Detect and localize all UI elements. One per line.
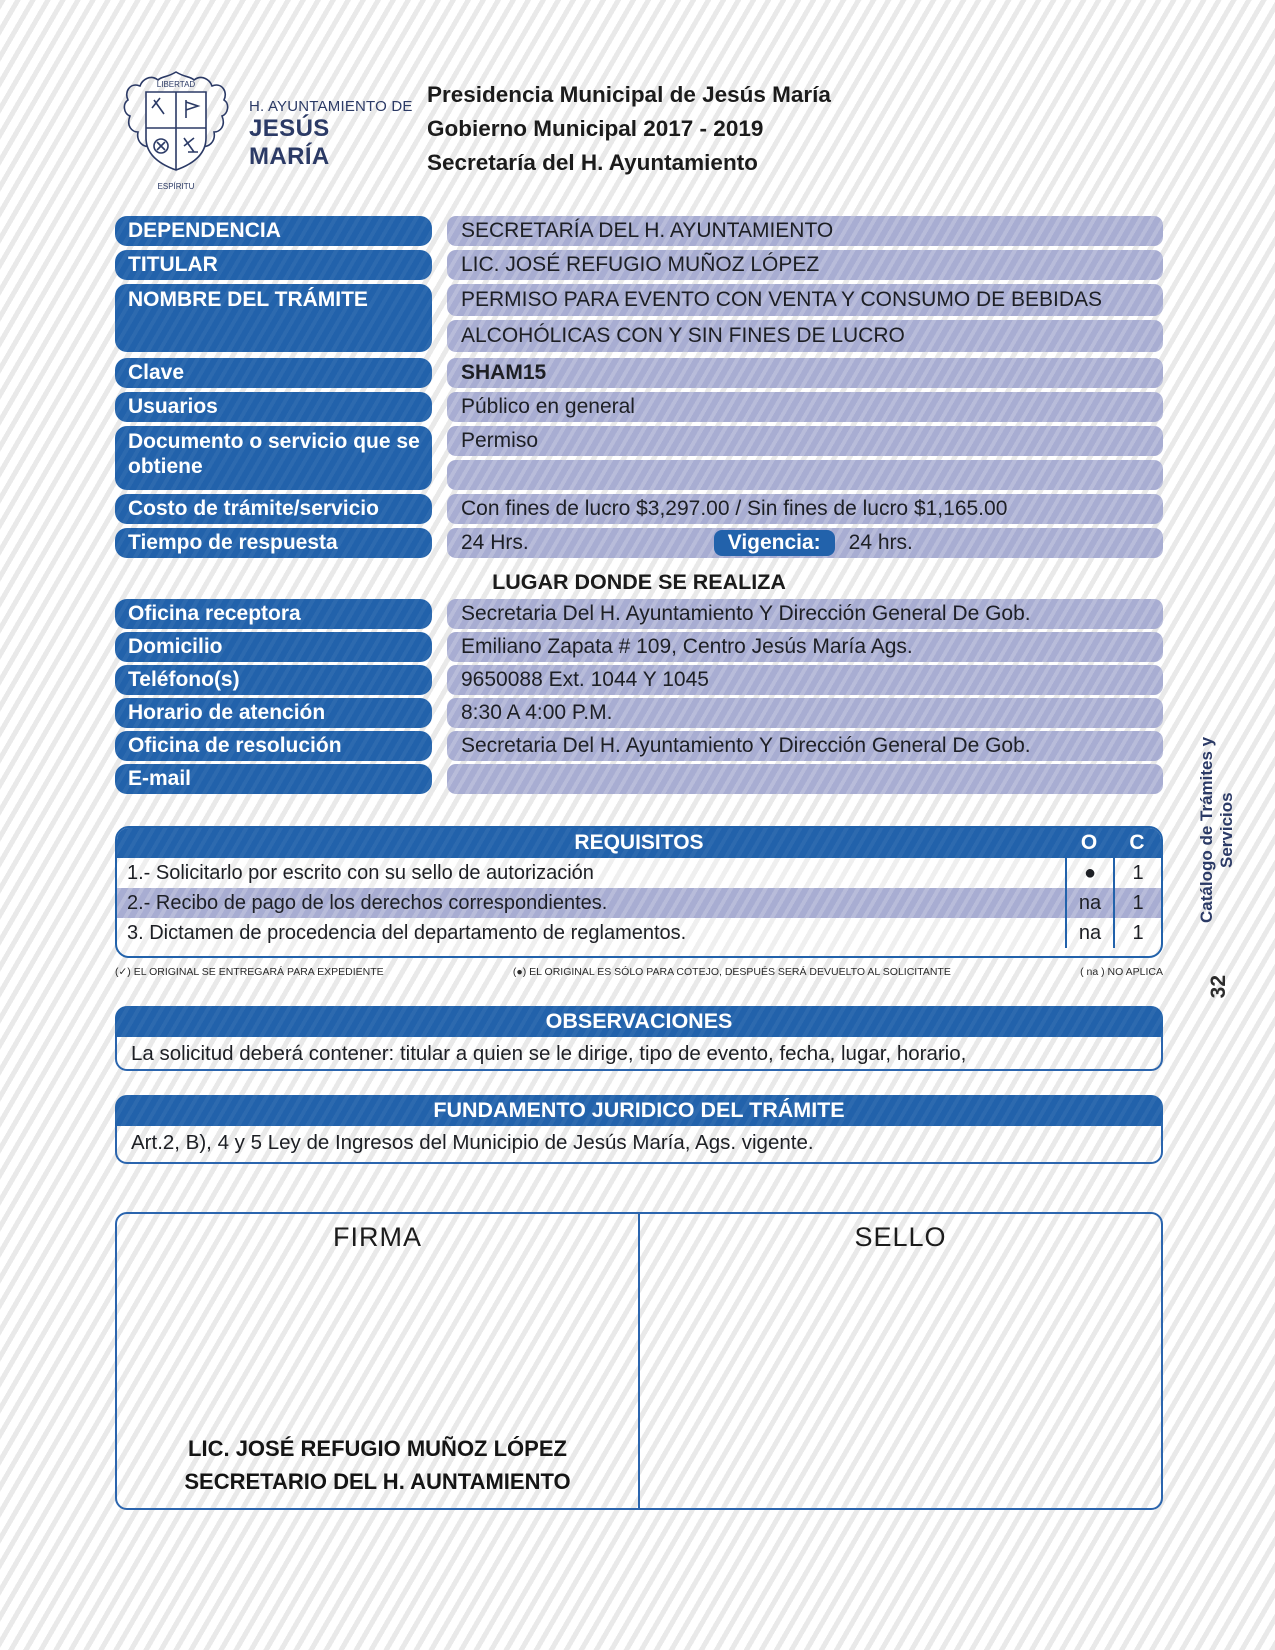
value-nombre-tramite-line2: ALCOHÓLICAS CON Y SIN FINES DE LUCRO: [447, 320, 1163, 352]
label-domicilio: Domicilio: [115, 632, 432, 662]
row-domicilio: [115, 632, 1163, 662]
logo-motto-bottom: ESPÍRITU: [157, 182, 195, 191]
catalog-side-label: Catálogo de Trámites y Servicios: [1197, 736, 1236, 924]
value-titular: LIC. JOSÉ REFUGIO MUÑOZ LÓPEZ: [447, 250, 1163, 280]
title-line-1: Presidencia Municipal de Jesús María: [427, 82, 831, 107]
title-line-3: Secretaría del H. Ayuntamiento: [427, 150, 758, 175]
title-line-2: Gobierno Municipal 2017 - 2019: [427, 116, 764, 141]
label-telefono: Teléfono(s): [115, 665, 432, 695]
requisitos-table: [115, 826, 1163, 958]
row-tiempo-respuesta: [115, 528, 1163, 558]
value-nombre-tramite-line1: PERMISO PARA EVENTO CON VENTA Y CONSUMO DE BEBIDAS: [447, 284, 1163, 316]
fundamento-text: Art.2, B), 4 y 5 Ley de Ingresos del Municipio de Jesús María, Ags. vigente.: [115, 1126, 1163, 1164]
legend-original-cotejo: (●) EL ORIGINAL ES SÓLO PARA COTEJO, DESPUÉS SERÁ DEVUELTO AL SOLICITANTE: [512, 966, 951, 978]
value-email: [447, 764, 1163, 794]
label-usuarios: Usuarios: [115, 392, 432, 422]
value-documento: Permiso: [447, 426, 1163, 456]
value-dependencia: SECRETARÍA DEL H. AYUNTAMIENTO: [447, 216, 1163, 246]
firma-cell: [117, 1214, 638, 1508]
row-costo: [115, 494, 1163, 524]
row-email: [115, 764, 1163, 794]
label-tiempo-respuesta: Tiempo de respuesta: [115, 528, 432, 558]
value-horario: 8:30 A 4:00 P.M.: [447, 698, 1163, 728]
label-clave: Clave: [115, 358, 432, 388]
label-costo: Costo de trámite/servicio: [115, 494, 432, 524]
value-telefono: 9650088 Ext. 1044 Y 1045: [447, 665, 1163, 695]
value-documento-empty: [447, 460, 1163, 490]
row-dependencia: [115, 216, 1163, 246]
requisitos-row-1: [117, 858, 1161, 888]
firma-sello-box: [115, 1212, 1163, 1510]
row-oficina-receptora: [115, 599, 1163, 629]
row-oficina-resolucion: [115, 731, 1163, 761]
location-section-title: LUGAR DONDE SE REALIZA: [492, 570, 786, 594]
requisito-c-count: 1: [1113, 888, 1161, 918]
signer-name: LIC. JOSÉ REFUGIO MUÑOZ LÓPEZ: [188, 1436, 567, 1461]
requisito-c-count: 1: [1113, 918, 1161, 948]
logo-line2: JESÚS MARÍA: [249, 114, 330, 170]
page-number: 32: [1207, 975, 1230, 999]
value-clave: SHAM15: [447, 358, 1163, 388]
observaciones-text: La solicitud deberá contener: titular a quien se le dirige, tipo de evento, fecha, lugar, horario,: [115, 1037, 1163, 1071]
row-clave: [115, 358, 1163, 388]
label-titular: TITULAR: [115, 250, 432, 280]
row-titular: [115, 250, 1163, 280]
requisitos-title: REQUISITOS: [574, 831, 704, 854]
requisitos-col-o: O: [1080, 831, 1098, 854]
coat-of-arms-logo: [115, 68, 237, 198]
requisito-c-count: 1: [1113, 858, 1161, 888]
requisitos-header: [117, 828, 1161, 858]
value-domicilio: Emiliano Zapata # 109, Centro Jesús María Ags.: [447, 632, 1163, 662]
row-documento: [115, 426, 1163, 490]
row-nombre-tramite: [115, 284, 1163, 352]
requisitos-col-c: C: [1129, 831, 1145, 854]
firma-title: FIRMA: [333, 1222, 422, 1252]
logo-motto-top: LIBERTAD: [156, 80, 196, 89]
requisitos-row-2: [117, 888, 1161, 918]
requisito-text: 2.- Recibo de pago de los derechos correspondientes.: [127, 891, 608, 914]
vigencia-badge: Vigencia:: [714, 530, 835, 556]
value-usuarios: Público en general: [447, 392, 1163, 422]
label-nombre-tramite: NOMBRE DEL TRÁMITE: [115, 284, 432, 352]
label-oficina-receptora: Oficina receptora: [115, 599, 432, 629]
row-telefono: [115, 665, 1163, 695]
signer-block: [117, 1432, 638, 1498]
requisitos-row-3: [117, 918, 1161, 948]
row-horario: [115, 698, 1163, 728]
logo-line1: H. AYUNTAMIENTO DE: [249, 97, 413, 115]
signer-title: SECRETARIO DEL H. AUNTAMIENTO: [184, 1469, 571, 1494]
fundamento-title: FUNDAMENTO JURIDICO DEL TRÁMITE: [115, 1095, 1163, 1126]
requisito-o-mark: ●: [1065, 858, 1113, 888]
legend-no-aplica: ( na ) NO APLICA: [1080, 966, 1163, 978]
row-usuarios: [115, 392, 1163, 422]
value-oficina-receptora: Secretaria Del H. Ayuntamiento Y Dirección General De Gob.: [447, 599, 1163, 629]
requisito-o-mark: na: [1065, 918, 1113, 948]
requisito-o-mark: na: [1065, 888, 1113, 918]
requisitos-legend: [115, 966, 1163, 980]
label-email: E-mail: [115, 764, 432, 794]
vigencia-value: 24 hrs.: [848, 531, 913, 554]
value-oficina-resolucion: Secretaria Del H. Ayuntamiento Y Dirección General De Gob.: [447, 731, 1163, 761]
label-oficina-resolucion: Oficina de resolución: [115, 731, 432, 761]
label-dependencia: DEPENDENCIA: [115, 216, 432, 246]
value-tiempo-respuesta: [447, 528, 1163, 558]
value-costo: Con fines de lucro $3,297.00 / Sin fines de lucro $1,165.00: [447, 494, 1163, 524]
requisito-text: 1.- Solicitarlo por escrito con su sello de autorización: [127, 861, 594, 884]
sello-title: SELLO: [854, 1222, 947, 1252]
legend-original-expediente: (✓) EL ORIGINAL SE ENTREGARÁ PARA EXPEDIENTE: [115, 966, 384, 978]
label-documento: Documento o servicio que se obtiene: [115, 426, 432, 490]
document-title-block: [427, 78, 831, 200]
tiempo-value: 24 Hrs.: [461, 531, 529, 554]
observaciones-title: OBSERVACIONES: [115, 1006, 1163, 1037]
label-horario: Horario de atención: [115, 698, 432, 728]
logo-wordmark: [249, 68, 417, 200]
page-header: [115, 68, 1163, 200]
requisito-text: 3. Dictamen de procedencia del departamento de reglamentos.: [127, 921, 687, 944]
sello-cell: [638, 1214, 1161, 1508]
